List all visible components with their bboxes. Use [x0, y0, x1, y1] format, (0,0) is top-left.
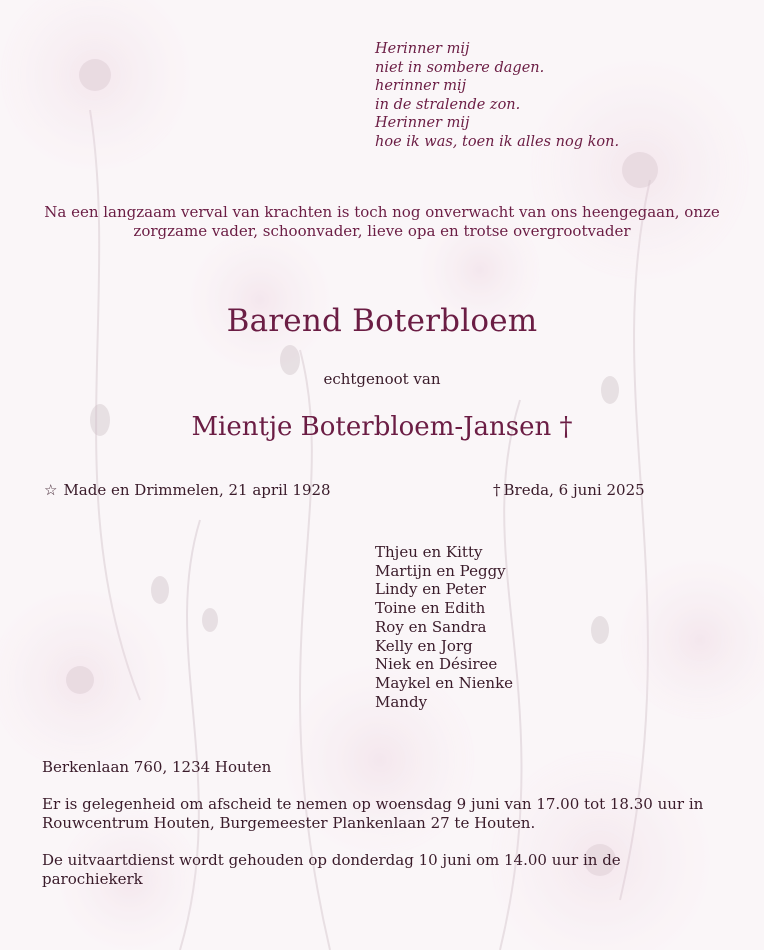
poem-line: Herinner mij	[375, 115, 470, 132]
list-item: Kelly en Jorg	[375, 636, 473, 655]
service-info: De uitvaartdienst wordt gehouden op donderdag 10 juni om 14.00 uur in de parochiekerk	[42, 851, 621, 888]
list-item: Maykel en Nienke	[375, 673, 514, 692]
poem	[375, 40, 735, 152]
birth-info	[44, 481, 331, 499]
spouse-label: echtgenoot van	[323, 370, 441, 388]
death-place-date: Breda, 6 juni 2025	[503, 481, 645, 499]
farewell-info: Er is gelegenheid om afscheid te nemen op woensdag 9 juni van 17.00 tot 18.30 uur in Rouwcentrum Houten, Burgemeester Plankenlaan 27 te Houten.	[42, 795, 704, 832]
grandchildren-list	[375, 543, 675, 711]
list-item: Roy en Sandra	[375, 617, 487, 636]
poem-line: herinner mij	[375, 78, 467, 95]
list-item: Thjeu en Kitty	[375, 543, 483, 561]
list-item: Martijn en Peggy	[375, 561, 506, 580]
deceased-name: Barend Boterbloem	[226, 303, 538, 339]
intro-text: Na een langzaam verval van krachten is toch nog onverwacht van ons heengegaan, onze zorgzame vader, schoonvader, lieve opa en trotse overgrootvader	[44, 203, 720, 240]
birth-place-date: Made en Drimmelen, 21 april 1928	[63, 481, 331, 499]
cross-icon: †	[493, 481, 501, 499]
list-item: Niek en Désiree	[375, 655, 498, 674]
spouse-name: Mientje Boterbloem-Jansen †	[191, 412, 573, 442]
death-info	[493, 481, 645, 499]
poem-line: hoe ik was, toen ik alles nog kon.	[375, 133, 620, 150]
poem-line: Herinner mij	[375, 41, 470, 57]
star-icon: ☆	[44, 481, 58, 499]
poem-line: in de stralende zon.	[375, 96, 521, 113]
list-item: Mandy	[375, 692, 428, 711]
list-item: Toine en Edith	[375, 599, 486, 618]
list-item: Lindy en Peter	[375, 580, 486, 599]
poem-line: niet in sombere dagen.	[375, 59, 545, 76]
address: Berkenlaan 760, 1234 Houten	[42, 758, 272, 776]
